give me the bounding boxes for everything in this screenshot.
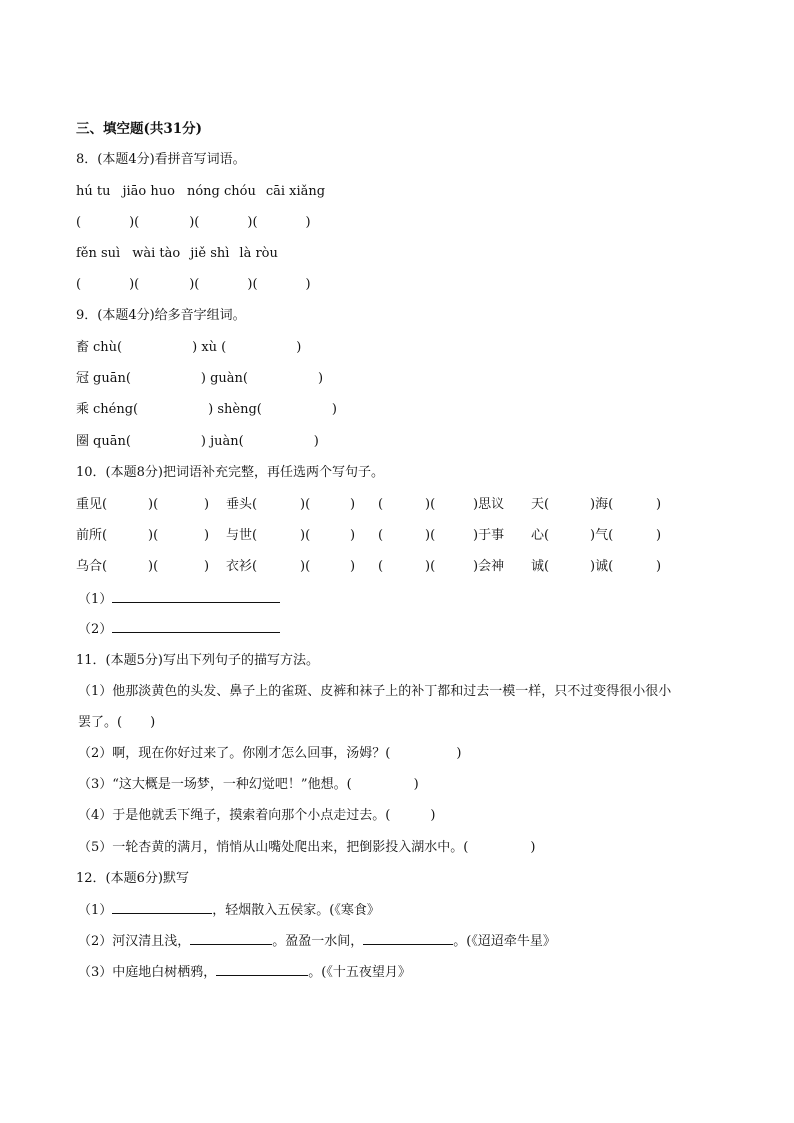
q8-pinyin-row-2 [76,245,278,263]
paren: ) [305,215,311,230]
paren: ( [76,277,82,292]
pinyin: ) juàn( [200,434,244,449]
char: 圈 [76,434,90,449]
paren: ) [430,808,436,823]
pinyin: ) shèng( [208,402,262,417]
answer-line[interactable] [112,590,280,603]
pinyin: chù( [93,340,123,355]
idiom-part: )( [425,559,436,574]
text: 。盈盈一水间， [272,934,364,949]
question-9-stem: 9．(本题4分)给多音字组词。 [76,308,246,323]
idiom-part: )气( [590,528,614,543]
idiom-part: )诚( [590,559,614,574]
idiom-part: )( [425,528,436,543]
q11-item-3[interactable] [78,776,419,794]
answer-line[interactable] [190,932,272,945]
paren: )( [247,215,258,230]
idiom-part: ) [204,559,210,574]
q10-sentence-2[interactable] [78,620,280,639]
char: 乘 [76,402,90,417]
text: （2）啊，现在你好过来了。你刚才怎么回事，汤姆？( [78,746,391,761]
q8-pinyin-row-1 [76,183,325,201]
text: 。(《十五夜望月》 [308,965,411,980]
idiom-part: )( [300,528,311,543]
paren: ) [530,840,536,855]
pinyin: quān( [93,434,131,449]
idiom-part: 衣衫( [226,559,258,574]
idiom-part: )( [425,497,436,512]
paren: ) [313,434,319,449]
q10-sentence-1[interactable] [78,590,280,609]
q9-item-3[interactable] [76,401,337,419]
idiom-part: 诚( [531,559,550,574]
idiom-part: )海( [590,497,614,512]
char: 冠 [76,371,90,386]
q9-item-4[interactable] [76,433,319,451]
paren: )( [247,277,258,292]
pinyin: jiě shì [190,246,230,261]
pinyin: nóng chóu [186,184,256,199]
idiom-part: )( [148,559,159,574]
q8-answer-row-2[interactable] [76,276,311,294]
idiom-part: )( [148,528,159,543]
paren: ( [76,215,82,230]
idiom-part: )( [300,497,311,512]
question-8-stem: 8．(本题4分)看拼音写词语。 [76,152,246,167]
q11-item-4[interactable] [78,807,435,825]
idiom-part: 垂头( [226,497,258,512]
sub-label: （2） [78,622,113,637]
paren: ) [150,715,156,730]
char: 畜 [76,340,90,355]
idiom-part: ) [656,559,662,574]
pinyin: cāi xiǎng [265,184,326,199]
q12-line-1[interactable] [78,901,380,920]
text: （2）河汉清且浅， [78,934,191,949]
q9-item-1[interactable] [76,339,301,357]
paren: ) [318,371,324,386]
paren: )( [129,277,140,292]
idiom-part: ) [204,497,210,512]
text: 罢了。( [78,715,123,730]
idiom-part: 心( [531,528,550,543]
section-title: 三、填空题(共31分) [76,121,203,137]
paren: )( [189,215,200,230]
q11-item-2[interactable] [78,745,461,763]
pinyin: guān( [93,371,131,386]
text: ，轻烟散入五侯家。(《寒食》 [212,903,380,918]
idiom-part: ) [656,528,662,543]
pinyin: ) guàn( [200,371,248,386]
answer-line[interactable] [363,932,453,945]
idiom-part: ) [204,528,210,543]
answer-line[interactable] [112,901,212,914]
idiom-part: 与世( [226,528,258,543]
question-12-stem: 12．(本题6分)默写 [76,871,189,886]
q8-answer-row-1[interactable] [76,214,311,232]
sub-label: （1） [78,903,113,918]
question-10-stem: 10．(本题8分)把词语补充完整，再任选两个写句子。 [76,465,384,480]
q12-line-2[interactable] [78,932,556,951]
idiom-part: )于事 [473,528,505,543]
paren: )( [129,215,140,230]
paren: ) [296,340,302,355]
pinyin: fěn suì [76,246,121,261]
paren: ) [413,777,419,792]
idiom-part: ) [350,528,356,543]
text: 。(《迢迢牵牛星》 [453,934,556,949]
q11-item-5[interactable] [78,839,535,857]
text: （3）中庭地白树栖鸦， [78,965,217,980]
idiom-part: ( [378,559,384,574]
idiom-part: 前所( [76,528,108,543]
paren: ) [456,746,462,761]
idiom-part: 重见( [76,497,108,512]
idiom-part: ) [656,497,662,512]
idiom-part: )( [148,497,159,512]
answer-line[interactable] [216,963,308,976]
idiom-part: )思议 [473,497,505,512]
text: （3）“这大概是一场梦，一种幻觉吧！”他想。( [78,777,352,792]
answer-line[interactable] [112,620,280,633]
idiom-part: ( [378,497,384,512]
pinyin: jiāo huo [122,184,175,199]
pinyin: ) xù ( [192,340,227,355]
sub-label: （1） [78,592,113,607]
idiom-part: 天( [531,497,550,512]
idiom-part: 乌合( [76,559,108,574]
text: （5）一轮杏黄的满月，悄悄从山嘴处爬出来，把倒影投入湖水中。( [78,840,469,855]
idiom-part: ( [378,528,384,543]
paren: ) [305,277,311,292]
idiom-part: )会神 [473,559,505,574]
idiom-part: )( [300,559,311,574]
q11-item-1: （1）他那淡黄色的头发、鼻子上的雀斑、皮裤和袜子上的补丁都和过去一模一样，只不过变得很小很小 [78,684,672,699]
text: （4）于是他就丢下绳子，摸索着向那个小点走过去。( [78,808,391,823]
paren: ) [331,402,337,417]
pinyin: chéng( [93,402,139,417]
pinyin: là ròu [239,246,278,261]
q9-item-2[interactable] [76,370,323,388]
idiom-part: ) [350,559,356,574]
q12-line-3[interactable] [78,963,411,982]
question-11-stem: 11．(本题5分)写出下列句子的描写方法。 [76,653,319,668]
pinyin: hú tu [76,184,111,199]
pinyin: wài tào [132,246,181,261]
idiom-part: ) [350,497,356,512]
paren: )( [189,277,200,292]
q11-item-1-cont[interactable] [78,714,155,732]
